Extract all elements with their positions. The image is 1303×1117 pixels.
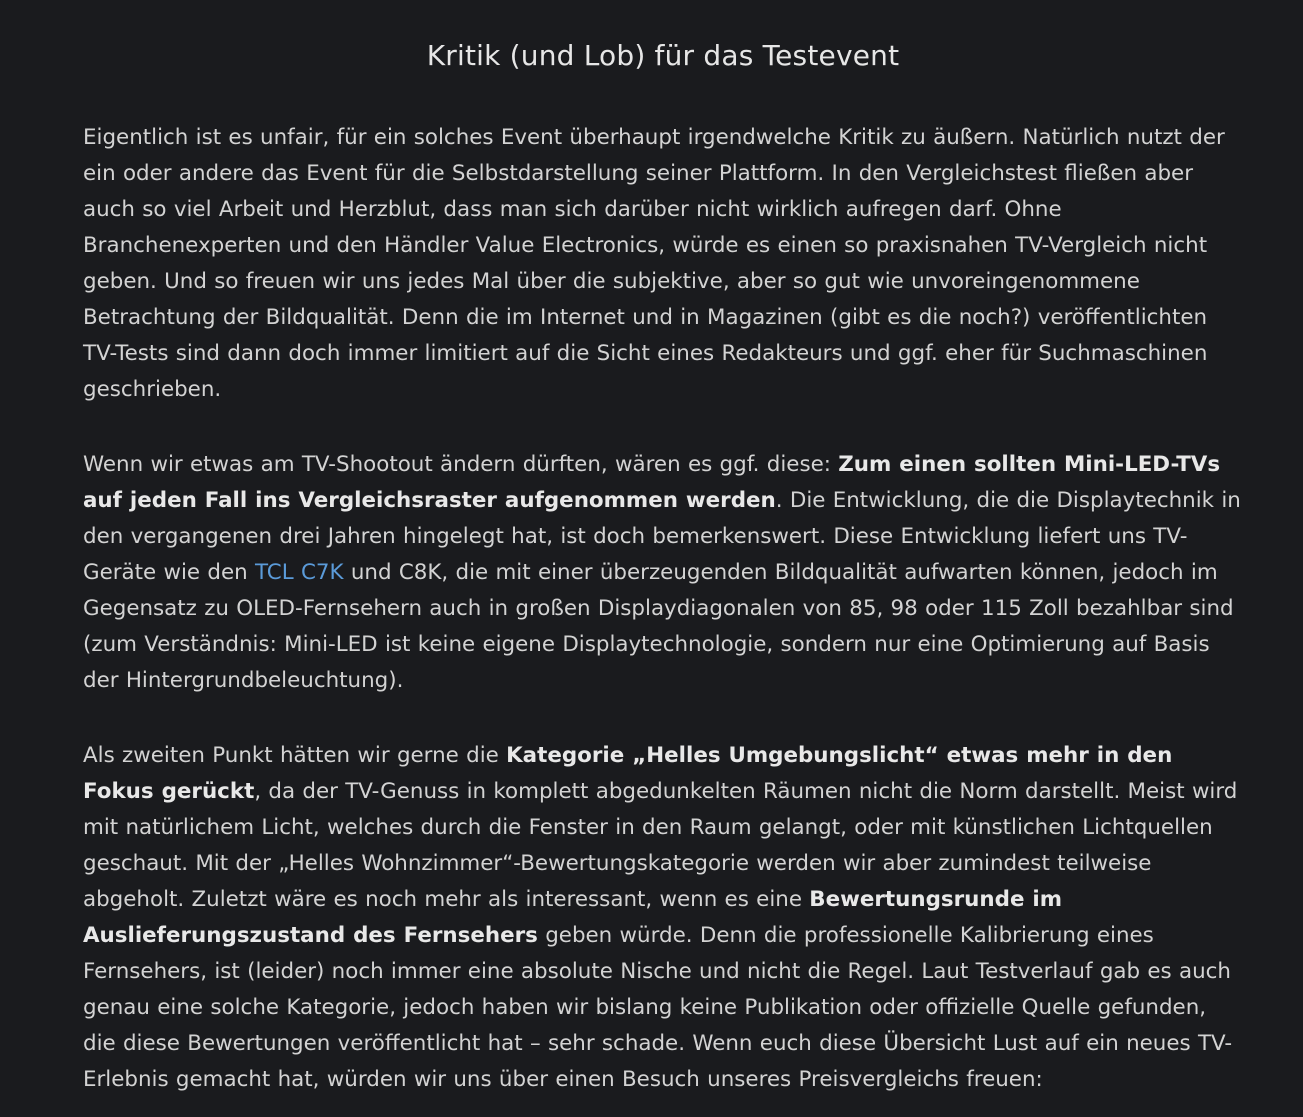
- paragraph-mini-led-middle: . Die Entwicklung, die die Displaytechnik in den vergangenen drei Jahren hingelegt hat, ist doch bemerkenswert. Diese Entwicklung liefert uns TV-Geräte wie den: [83, 488, 1241, 585]
- paragraph-intro-text: Eigentlich ist es unfair, für ein solches Event überhaupt irgendwelche Kritik zu äußern. Natürlich nutzt der ein oder andere das Event für die Selbstdarstellung seiner Plattform. In den Vergleichstest fließen aber auch so viel Arbeit und Herzblut, dass man sich darüber nicht wirklich aufregen darf. Ohne Branchenexperten und den Händler Value Electronics, würde es einen so praxisnahen TV-Vergleich nicht geben. Und so freuen wir uns jedes Mal über die subjektive, aber so gut wie unvoreingenommene Betrachtung der Bildqualität. Denn die im Internet und in Magazinen (gibt es die noch?) veröffentlichten TV-Tests sind dann doch immer limitiert auf die Sicht eines Redakteurs und ggf. eher für Suchmaschinen geschrieben.: [83, 125, 1225, 402]
- article-heading: Kritik (und Lob) für das Testevent: [426, 39, 900, 72]
- tcl-c7k-link[interactable]: TCL C7K: [254, 560, 344, 585]
- paragraph-mini-led-intro: Wenn wir etwas am TV-Shootout ändern dürften, wären es ggf. diese:: [83, 452, 839, 477]
- paragraph-ambient-light-end: geben würde. Denn die professionelle Kalibrierung eines Fernsehers, ist (leider) noch immer eine absolute Nische und nicht die Regel. Laut Testverlauf gab es auch genau eine solche Kategorie, jedoch haben wir bislang keine Publikation oder offizielle Quelle gefunden, die diese Bewertungen veröffentlicht hat – sehr schade. Wenn euch diese Übersicht Lust auf ein neues TV-Erlebnis gemacht hat, würden wir uns über einen Besuch unseres Preisvergleichs freuen:: [83, 923, 1233, 1092]
- paragraph-mini-led-end: und C8K, die mit einer überzeugenden Bildqualität aufwarten können, jedoch im Gegensatz zu OLED-Fernsehern auch in großen Displaydiagonalen von 85, 98 oder 115 Zoll bezahlbar sind (zum Verständnis: Mini-LED ist keine eigene Displaytechnologie, sondern nur eine Optimierung auf Basis der Hintergrundbeleuchtung).: [83, 560, 1234, 693]
- paragraph-ambient-light-middle: , da der TV-Genuss in komplett abgedunkelten Räumen nicht die Norm darstellt. Meist wird mit natürlichem Licht, welches durch die Fenster in den Raum gelangt, oder mit künstlichen Lichtquellen geschaut. Mit der „Helles Wohnzimmer“-Bewertungskategorie werden wir aber zumindest teilweise abgeholt. Zuletzt wäre es noch mehr als interessant, wenn es eine: [83, 779, 1238, 912]
- paragraph-intro: [83, 120, 1243, 408]
- paragraph-mini-led: [83, 447, 1243, 699]
- paragraph-mini-led-bold: Zum einen sollten Mini-LED-TVs auf jeden Fall ins Vergleichsraster aufgenommen werden: [83, 452, 1221, 513]
- paragraph-ambient-light-intro: Als zweiten Punkt hätten wir gerne die: [83, 743, 507, 768]
- paragraph-ambient-light-bold-category: Kategorie „Helles Umgebungslicht“ etwas mehr in den Fokus gerückt: [83, 743, 1173, 804]
- paragraph-ambient-light: [83, 738, 1243, 1098]
- paragraph-ambient-light-bold-round: Bewertungsrunde im Auslieferungszustand des Fernsehers: [83, 887, 1063, 948]
